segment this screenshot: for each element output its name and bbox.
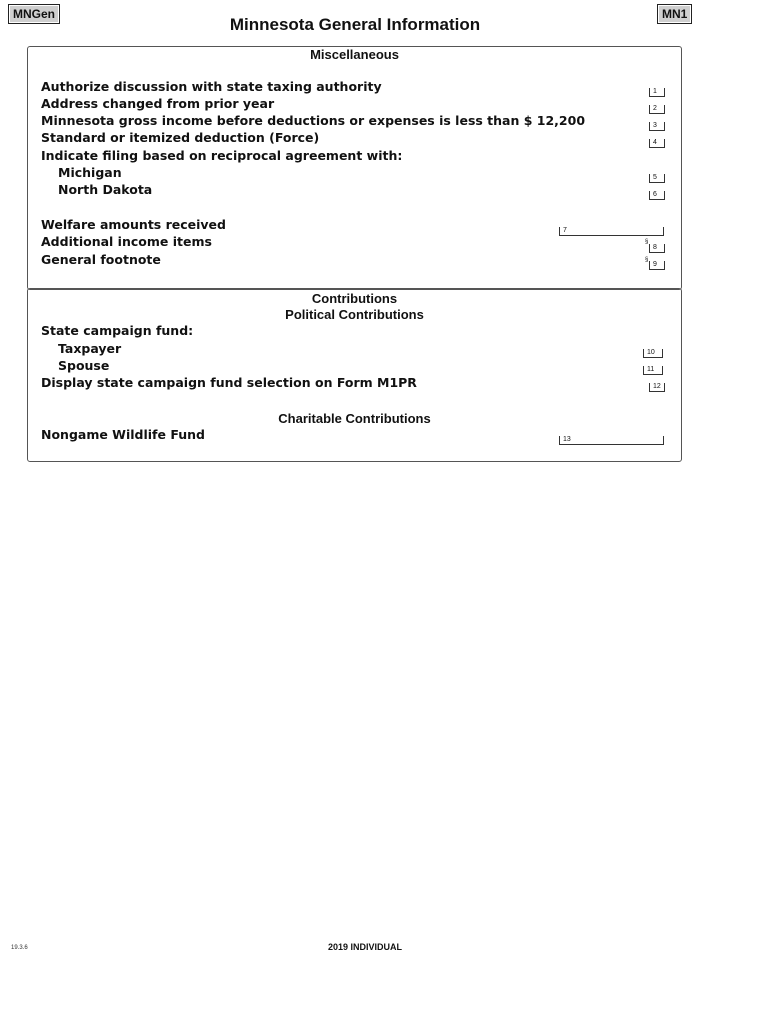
field-4-standard-or-itemized[interactable]: 4: [649, 139, 665, 148]
subheading-charitable-contributions: Charitable Contributions: [278, 411, 431, 426]
page-title: Minnesota General Information: [229, 15, 481, 34]
label-north-dakota: North Dakota: [58, 182, 153, 197]
field-12-display-campaign-fund[interactable]: 12: [649, 383, 665, 392]
label-standard-or-itemized: Standard or itemized deduction (Force): [41, 130, 320, 145]
field-2-address-changed[interactable]: 2: [649, 105, 665, 114]
label-authorize-discussion: Authorize discussion with state taxing authority: [41, 79, 382, 94]
label-general-footnote: General footnote: [41, 252, 161, 267]
label-additional-income: Additional income items: [41, 234, 212, 249]
label-taxpayer: Taxpayer: [58, 341, 122, 356]
form-tag-mn1[interactable]: MN1: [657, 4, 692, 24]
label-gross-income-threshold: Minnesota gross income before deductions or expenses is less than $ 12,200: [41, 113, 586, 128]
footnote-mark-8: §: [645, 239, 649, 245]
label-spouse: Spouse: [58, 358, 110, 373]
label-display-campaign-fund-m1pr: Display state campaign fund selection on Form M1PR: [41, 375, 417, 390]
field-7-welfare-amounts[interactable]: 7: [559, 227, 664, 236]
label-michigan: Michigan: [58, 165, 122, 180]
field-6-north-dakota[interactable]: 6: [649, 191, 665, 200]
label-address-changed: Address changed from prior year: [41, 96, 275, 111]
field-3-gross-income-threshold[interactable]: 3: [649, 122, 665, 131]
field-11-spouse[interactable]: 11: [643, 366, 663, 375]
field-13-nongame-wildlife-fund[interactable]: 13: [559, 436, 664, 445]
section-heading-miscellaneous: Miscellaneous: [310, 47, 399, 62]
field-5-michigan[interactable]: 5: [649, 174, 665, 183]
label-state-campaign-fund: State campaign fund:: [41, 323, 194, 338]
field-1-authorize-discussion[interactable]: 1: [649, 88, 665, 97]
footnote-mark-9: §: [645, 257, 649, 263]
label-reciprocal-agreement: Indicate filing based on reciprocal agreement with:: [41, 148, 403, 163]
field-8-additional-income[interactable]: 8: [649, 244, 665, 253]
form-tag-mngen[interactable]: MNGen: [8, 4, 60, 24]
label-welfare-amounts: Welfare amounts received: [41, 217, 226, 232]
version-number: 19.3.6: [11, 945, 28, 951]
subheading-political-contributions: Political Contributions: [285, 307, 424, 322]
label-nongame-wildlife-fund: Nongame Wildlife Fund: [41, 427, 205, 442]
footer-product-label: 2019 INDIVIDUAL: [327, 942, 403, 952]
field-9-general-footnote[interactable]: 9: [649, 261, 665, 270]
field-10-taxpayer[interactable]: 10: [643, 349, 663, 358]
section-heading-contributions: Contributions: [311, 291, 398, 306]
